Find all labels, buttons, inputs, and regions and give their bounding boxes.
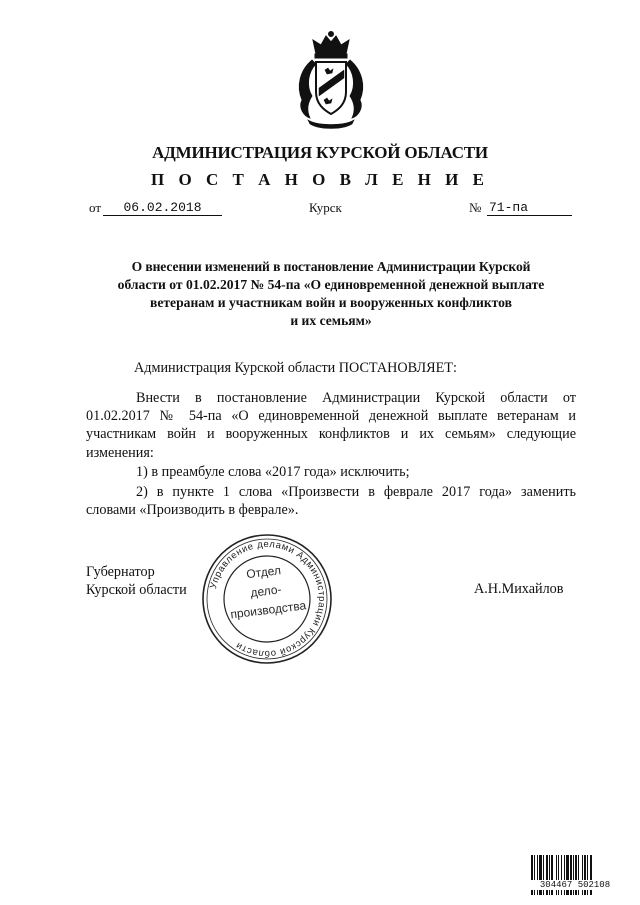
- signer-title-line: Курской области: [86, 582, 187, 599]
- decree-intro: Администрация Курской области ПОСТАНОВЛЯЕТ:: [134, 360, 457, 376]
- subject-line: ветеранам и участникам войн и вооруженных конфликтов: [150, 295, 512, 310]
- stamp-center-line: Отдел: [245, 563, 282, 582]
- stamp-center-text: [221, 558, 311, 625]
- document-date: 06.02.2018: [103, 200, 222, 216]
- signer-title-line: Губернатор: [86, 564, 155, 580]
- stamp-center-line: дело-: [249, 582, 283, 600]
- document-type-heading: П О С Т А Н О В Л Е Н И Е: [151, 170, 489, 189]
- signer-title: [86, 563, 187, 600]
- organization-title: АДМИНИСТРАЦИЯ КУРСКОЙ ОБЛАСТИ: [152, 143, 488, 162]
- stamp-center-line: производства: [229, 598, 307, 622]
- city-name: Курск: [309, 200, 342, 215]
- decree-paragraph: [86, 389, 576, 462]
- number-label: №: [469, 200, 482, 215]
- stamp-ring-text: Управление делами Администрации Курской области: [208, 538, 328, 660]
- paragraph-line: участникам войн и вооруженных конфликтов и их семьям» следующие: [86, 426, 576, 443]
- paragraph-line: изменения:: [86, 444, 154, 461]
- signer-name: А.Н.Михайлов: [474, 581, 564, 597]
- subject-line: О внесении изменений в постановление Администрации Курской: [131, 259, 531, 274]
- barcode: [530, 855, 620, 897]
- subject-line: и их семьям»: [290, 313, 372, 328]
- paragraph-line: 01.02.2017 № 54-па «О единовременной денежной выплате ветеранам и: [86, 408, 576, 425]
- coat-of-arms-emblem: [294, 30, 368, 132]
- amendment-item-2: [86, 483, 576, 519]
- subject-line: области от 01.02.2017 № 54-па «О единовременной денежной выплате: [117, 277, 545, 292]
- document-subject: [100, 258, 562, 330]
- item-2-line: словами «Производить в феврале».: [86, 502, 299, 519]
- amendment-item-1: 1) в преамбуле слова «2017 года» исключить;: [136, 464, 410, 480]
- item-2-line: 2) в пункте 1 слова «Произвести в феврале 2017 года» заменить: [136, 484, 576, 500]
- barcode-number: 304467 502108: [528, 880, 622, 890]
- paragraph-line: Внести в постановление Администрации Курской области от: [136, 390, 576, 406]
- document-number: 71-па: [487, 200, 572, 216]
- date-label: от: [89, 200, 102, 215]
